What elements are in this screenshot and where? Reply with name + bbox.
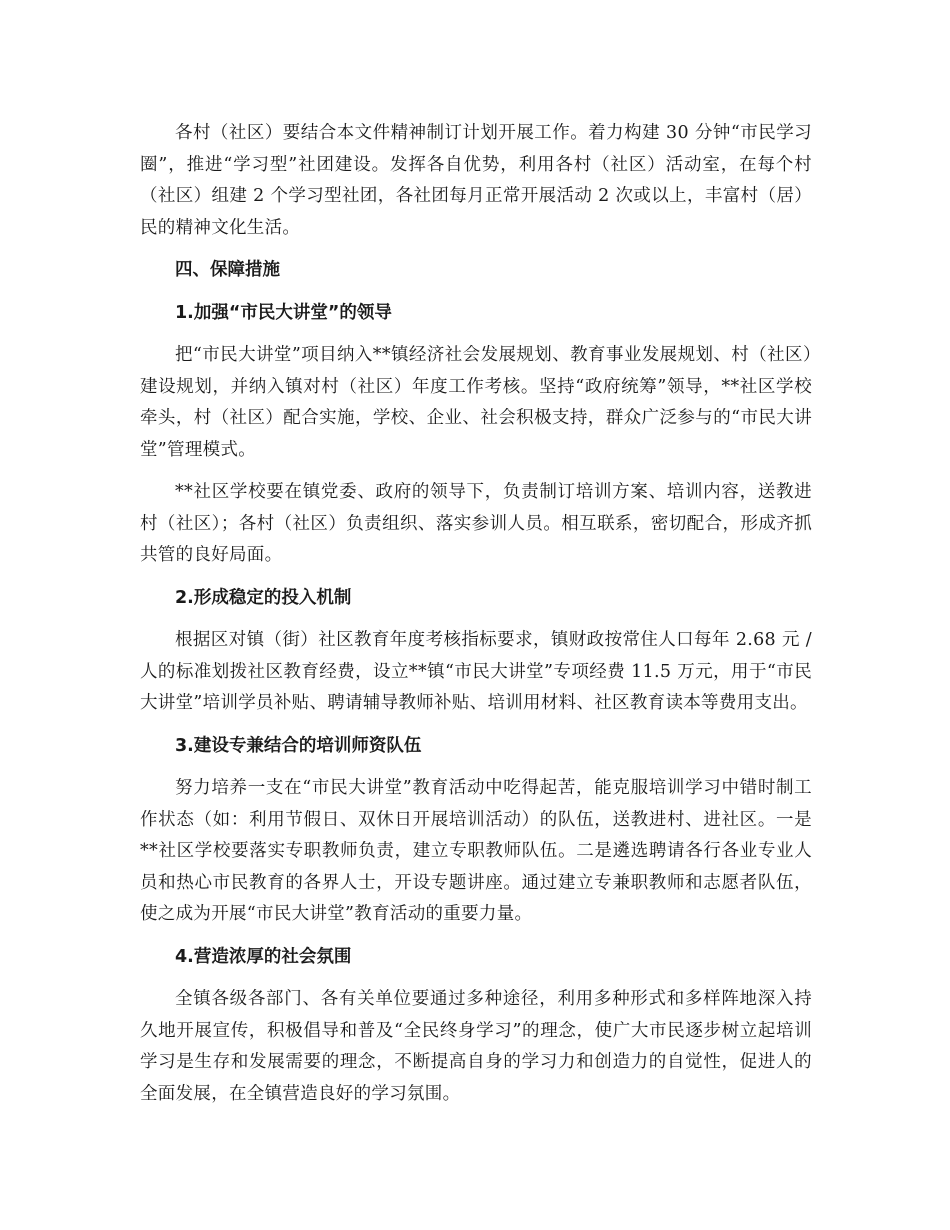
- subsection-heading-leadership: 1.加强“市民大讲堂”的领导: [175, 302, 392, 323]
- paragraph-community-school-role: **社区学校要在镇党委、政府的领导下，负责制订培训方案、培训内容，送教进村（社区）；各村（社区）负责组织、落实参训人员。相互联系，密切配合，形成齐抓共管的良好局面。: [140, 482, 812, 565]
- subsection-heading-atmosphere: 4.营造浓厚的社会氛围: [175, 946, 352, 967]
- paragraph-funding-details: 根据区对镇（街）社区教育年度考核指标要求，镇财政按常住人口每年 2.68 元 / 人的标准划拨社区教育经费，设立**镇“市民大讲堂”专项经费 11.5 万元，用于“市民大讲堂”培训学员补贴、聘请辅导教师补贴、培训用材料、社区教育读本等费用支出。: [140, 630, 812, 713]
- paragraph-teacher-team: 努力培养一支在“市民大讲堂”教育活动中吃得起苦，能克服培训学习中错时制工作状态（如：利用节假日、双休日开展培训活动）的队伍，送教进村、进社区。一是**社区学校要落实专职教师负责，建立专职教师队伍。二是遴选聘请各行各业专业人员和热心市民教育的各界人士，开设专题讲座。通过建立专兼职教师和志愿者队伍，使之成为开展“市民大讲堂”教育活动的重要力量。: [140, 778, 812, 924]
- subsection-heading-teachers: 3.建设专兼结合的培训师资队伍: [175, 735, 422, 756]
- subsection-heading-funding: 2.形成稳定的投入机制: [175, 587, 352, 608]
- paragraph-leadership-planning: 把“市民大讲堂”项目纳入**镇经济社会发展规划、教育事业发展规划、村（社区）建设规划，并纳入镇对村（社区）年度工作考核。坚持“政府统筹”领导，**社区学校牵头，村（社区）配合实施，学校、企业、社会积极支持，群众广泛参与的“市民大讲堂”管理模式。: [140, 345, 812, 460]
- section-heading-safeguards: 四、保障措施: [175, 260, 280, 280]
- paragraph-village-study-groups: 各村（社区）要结合本文件精神制订计划开展工作。着力构建 30 分钟“市民学习圈”，推进“学习型”社团建设。发挥各自优势，利用各村（社区）活动室，在每个村（社区）组建 2 个学习型社团，各社团每月正常开展活动 2 次或以上，丰富村（居）民的精神文化生活。: [140, 123, 812, 238]
- paragraph-learning-atmosphere: 全镇各级各部门、各有关单位要通过多种途径，利用多种形式和多样阵地深入持久地开展宣传，积极倡导和普及“全民终身学习”的理念，使广大市民逐步树立起培训学习是生存和发展需要的理念，不断提高自身的学习力和创造力的自觉性，促进人的全面发展，在全镇营造良好的学习氛围。: [140, 989, 812, 1104]
- document-body: [140, 118, 812, 1121]
